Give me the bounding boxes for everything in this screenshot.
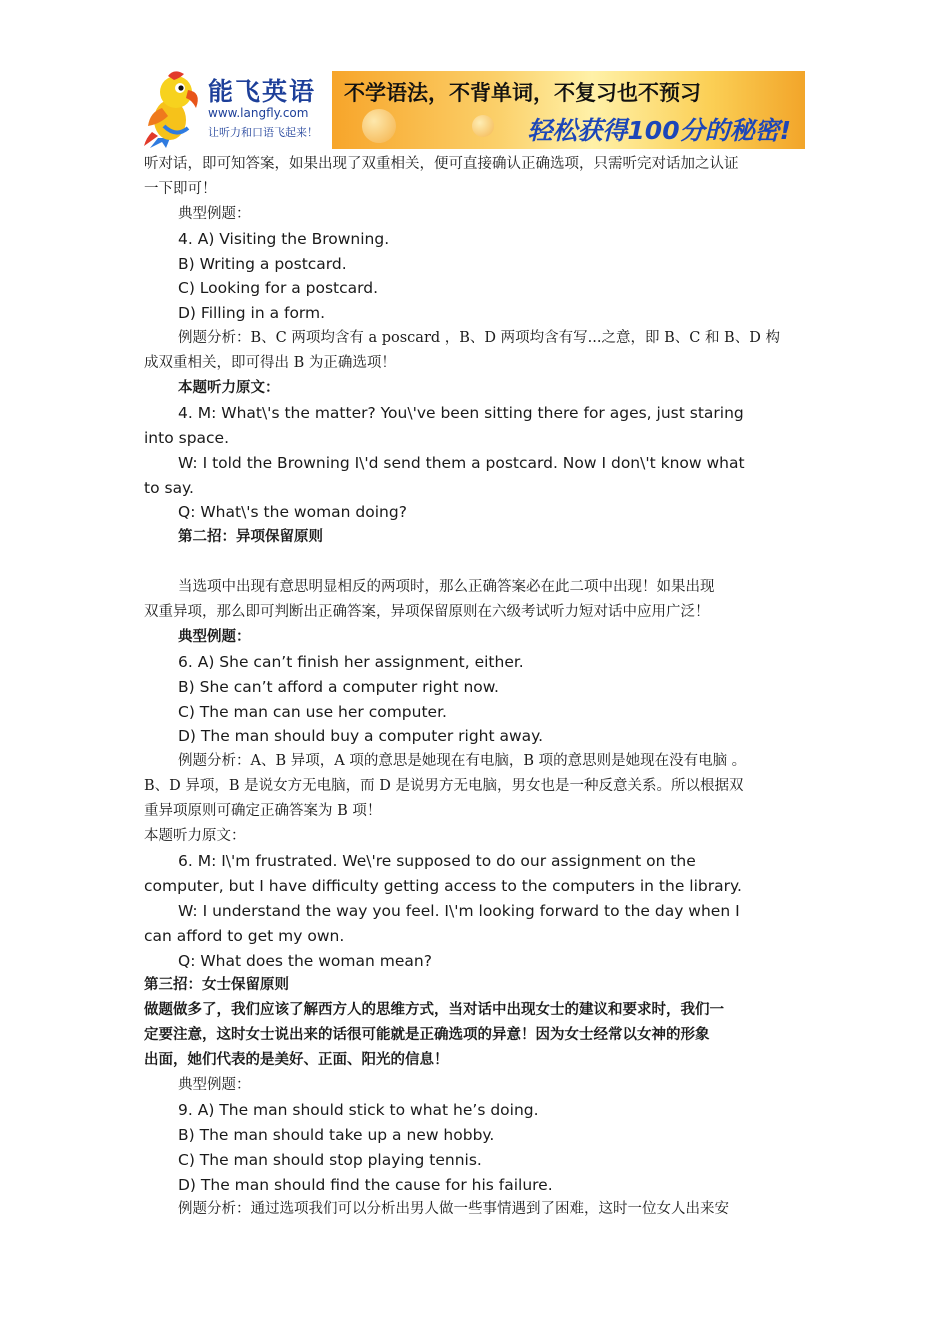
text-line: 一下即可！ — [144, 180, 217, 197]
option-line: 6. A) She can’t finish her assignment, either. — [178, 652, 524, 671]
analysis-line: 例题分析：B、C 两项均含有 a poscard ，B、D 两项均含有写...之意，即 B、C 和 B、D 构 — [178, 330, 780, 347]
option-line: D) Filling in a form. — [178, 304, 326, 323]
option-line: C) Looking for a postcard. — [178, 279, 379, 298]
option-line: C) The man should stop playing tennis. — [178, 1150, 482, 1169]
spacer — [144, 550, 808, 575]
parrot-icon — [144, 68, 206, 150]
analysis-line: B、D 异项，B 是说女方无电脑，而 D 是说男方无电脑，男女也是一种反意关系。所以根据双 — [144, 778, 744, 795]
example-heading: 典型例题： — [178, 627, 251, 645]
ad-headline: 不学语法，不背单词，不复习也不预习 — [344, 81, 701, 105]
transcript-line: can afford to get my own. — [144, 926, 345, 945]
transcript-line: into space. — [144, 428, 230, 447]
langfly-logo[interactable] — [144, 68, 324, 150]
transcript-line: to say. — [144, 478, 194, 497]
transcript-line: W: I told the Browning I\'d send them a postcard. Now I don\'t know what — [178, 453, 745, 472]
transcript-line: computer, but I have difficulty getting access to the computers in the library. — [144, 876, 742, 895]
bubble-decoration — [472, 115, 494, 137]
example-heading: 典型例题： — [178, 205, 251, 222]
analysis-line: 例题分析：通过选项我们可以分析出男人做一些事情遇到了困难，这时一位女人出来安 — [178, 1201, 729, 1218]
header-banner — [144, 68, 806, 150]
ad-banner[interactable] — [332, 71, 805, 149]
text-line: 做题做多了，我们应该了解西方人的思维方式，当对话中出现女士的建议和要求时，我们一 — [144, 1001, 724, 1019]
analysis-line: 重异项原则可确定正确答案为 B 项！ — [144, 803, 382, 820]
section-heading: 第二招：异项保留原则 — [178, 528, 323, 546]
option-line: D) The man should buy a computer right away. — [178, 727, 544, 746]
section-heading: 第三招：女士保留原则 — [144, 976, 289, 994]
document-body — [144, 152, 808, 1222]
option-line: B) The man should take up a new hobby. — [178, 1125, 495, 1144]
text-line: 双重异项，那么即可判断出正确答案，异项保留原则在六级考试听力短对话中应用广泛！ — [144, 604, 710, 621]
transcript-line: Q: What\'s the woman doing? — [178, 503, 407, 522]
transcript-line: 6. M: I\'m frustrated. We\'re supposed to do our assignment on the — [178, 851, 696, 870]
example-heading: 典型例题： — [178, 1076, 251, 1093]
transcript-heading: 本题听力原文： — [144, 828, 246, 845]
text-line: 定要注意，这时女士说出来的话很可能就是正确选项的异意！因为女士经常以女神的形象 — [144, 1026, 710, 1044]
text-line: 当选项中出现有意思明显相反的两项时，那么正确答案必在此二项中出现！如果出现 — [178, 579, 715, 596]
analysis-line: 成双重相关，即可得出 B 为正确选项！ — [144, 355, 396, 372]
transcript-heading: 本题听力原文： — [178, 379, 280, 397]
brand-url[interactable]: www.langfly.com — [208, 106, 309, 120]
transcript-line: W: I understand the way you feel. I\'m looking forward to the day when I — [178, 901, 740, 920]
option-line: 9. A) The man should stick to what he’s doing. — [178, 1100, 539, 1119]
option-line: D) The man should find the cause for his failure. — [178, 1175, 553, 1194]
transcript-line: Q: What does the woman mean? — [178, 951, 432, 970]
bubble-decoration — [362, 109, 396, 143]
option-line: B) She can’t afford a computer right now. — [178, 677, 499, 696]
text-line: 听对话，即可知答案，如果出现了双重相关，便可直接确认正确选项，只需听完对话加之认证 — [144, 156, 739, 172]
option-line: C) The man can use her computer. — [178, 702, 447, 721]
analysis-line: 例题分析：A、B 异项，A 项的意思是她现在有电脑，B 项的意思则是她现在没有电脑 。 — [178, 753, 747, 770]
option-line: 4. A) Visiting the Browning. — [178, 229, 390, 248]
text-line: 出面，她们代表的是美好、正面、阳光的信息！ — [144, 1051, 449, 1069]
brand-tagline: 让听力和口语飞起来！ — [208, 126, 318, 139]
option-line: B) Writing a postcard. — [178, 254, 347, 273]
ad-slogan: 轻松获得100分的秘密! — [527, 116, 791, 145]
transcript-line: 4. M: What\'s the matter? You\'ve been sitting there for ages, just staring — [178, 403, 744, 422]
brand-name: 能飞英语 — [208, 77, 317, 106]
